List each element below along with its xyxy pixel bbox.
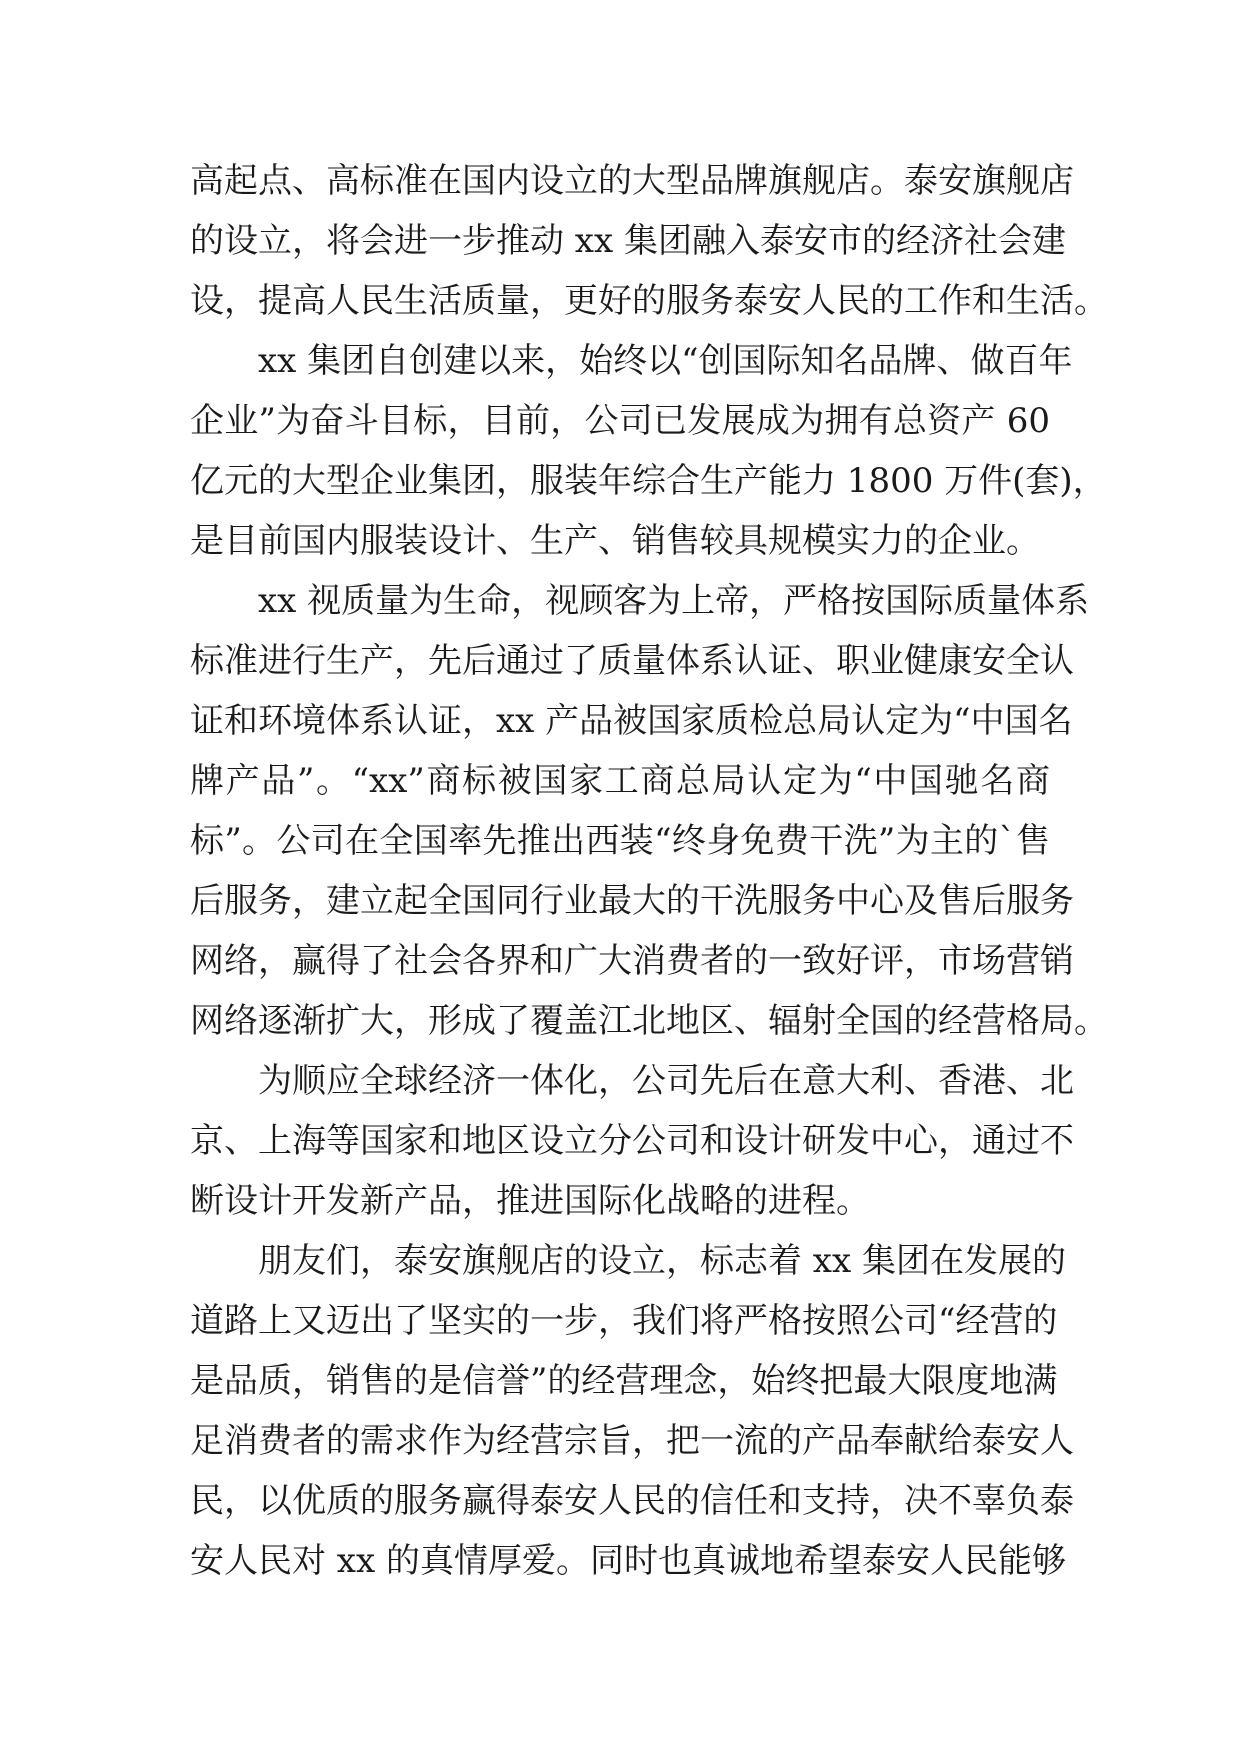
paragraph-5-line-1: 朋友们，泰安旗舰店的设立，标志着 xx 集团在发展的 — [258, 1241, 1066, 1281]
paragraph-5-line-3: 是品质，销售的是信誉”的经营理念，始终把最大限度地满 — [190, 1361, 1058, 1401]
paragraph-3-line-2: 标准进行生产，先后通过了质量体系认证、职业健康安全认 — [190, 641, 1074, 681]
paragraph-2-line-3: 亿元的大型企业集团，服装年综合生产能力 1800 万件(套)， — [190, 461, 1107, 501]
paragraph-2-line-1: xx 集团自创建以来，始终以“创国际知名品牌、做百年 — [258, 341, 1073, 381]
paragraph-3-line-3: 证和环境体系认证，xx 产品被国家质检总局认定为“中国名 — [190, 701, 1073, 741]
paragraph-5-line-6: 安人民对 xx 的真情厚爱。同时也真诚地希望泰安人民能够 — [190, 1541, 1066, 1581]
paragraph-4-line-3: 断设计开发新产品，推进国际化战略的进程。 — [190, 1181, 870, 1221]
paragraph-3-line-6: 后服务，建立起全国同行业最大的干洗服务中心及售后服务 — [190, 881, 1074, 921]
paragraph-2-line-4: 是目前国内服装设计、生产、销售较具规模实力的企业。 — [190, 521, 1040, 561]
paragraph-3-line-4: 牌产品”。“xx”商标被国家工商总局认定为“中国驰名商 — [190, 761, 1050, 801]
paragraph-1-line-3: 设，提高人民生活质量，更好的服务泰安人民的工作和生活。 — [190, 281, 1108, 321]
paragraph-3-line-7: 网络，赢得了社会各界和广大消费者的一致好评，市场营销 — [190, 941, 1074, 981]
paragraph-3-line-5: 标”。公司在全国率先推出西装“终身免费干洗”为主的`售 — [190, 821, 1050, 861]
paragraph-5-line-5: 民，以优质的服务赢得泰安人民的信任和支持，决不辜负泰 — [190, 1481, 1074, 1521]
paragraph-1-line-2: 的设立，将会进一步推动 xx 集团融入泰安市的经济社会建 — [190, 221, 1066, 261]
paragraph-5-line-4: 足消费者的需求作为经营宗旨，把一流的产品奉献给泰安人 — [190, 1421, 1074, 1461]
paragraph-4-line-1: 为顺应全球经济一体化，公司先后在意大利、香港、北 — [258, 1061, 1074, 1101]
paragraph-5-line-2: 道路上又迈出了坚实的一步，我们将严格按照公司“经营的 — [190, 1301, 1058, 1341]
paragraph-3-line-1: xx 视质量为生命，视顾客为上帝，严格按国际质量体系 — [258, 581, 1090, 621]
paragraph-1-line-1: 高起点、高标准在国内设立的大型品牌旗舰店。泰安旗舰店 — [190, 161, 1074, 201]
document-body — [190, 151, 1108, 1591]
paragraph-4-line-2: 京、上海等国家和地区设立分公司和设计研发中心，通过不 — [190, 1121, 1074, 1161]
paragraph-3-line-8: 网络逐渐扩大，形成了覆盖江北地区、辐射全国的经营格局。 — [190, 1001, 1108, 1041]
paragraph-2-line-2: 企业”为奋斗目标，目前，公司已发展成为拥有总资产 60 — [190, 401, 1050, 441]
